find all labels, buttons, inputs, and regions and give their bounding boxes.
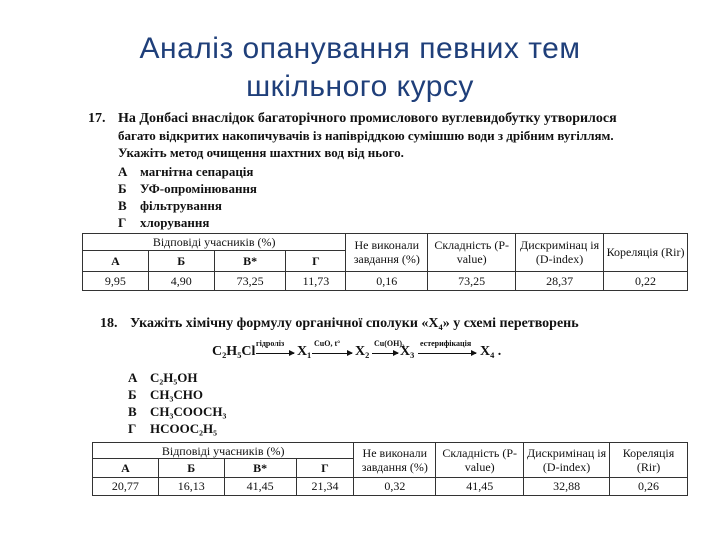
metric-header: Складність (P-value) — [436, 443, 524, 478]
reaction-arrow-icon — [312, 353, 352, 354]
metric-header: Кореляція (Rir) — [610, 443, 688, 478]
table-cell: 9,95 — [83, 271, 149, 290]
table-cell: 73,25 — [214, 271, 286, 290]
q17-stats-table — [82, 233, 688, 291]
table-cell: 20,77 — [93, 477, 159, 495]
option-text: HCOOC₂H₅ — [150, 421, 218, 436]
answer-header: Г — [286, 251, 346, 271]
table-cell: 0,32 — [354, 477, 436, 495]
reaction-arrow-icon — [418, 353, 476, 354]
answer-header: А — [83, 251, 149, 271]
answer-header: В* — [224, 459, 296, 477]
metric-header: Дискримінац ія (D-index) — [516, 234, 604, 272]
option-letter: В — [118, 198, 127, 213]
answer-header: В* — [214, 251, 286, 271]
option-text: магнітна сепарація — [140, 164, 254, 179]
question-18 — [100, 315, 579, 332]
scheme-product: X₂ — [355, 344, 370, 359]
option-letter: Б — [128, 387, 137, 402]
answers-group-header: Відповіді учасників (%) — [93, 443, 354, 459]
table-cell: 11,73 — [286, 271, 346, 290]
scheme-start: C₂H₅Cl — [212, 344, 256, 359]
question-17-line-3: Укажіть метод очищення шахтних вод від нього. — [118, 145, 404, 160]
q17-option-c — [118, 198, 222, 214]
q17-option-a — [118, 164, 253, 180]
table-cell: 0,16 — [346, 271, 428, 290]
table-cell: 21,34 — [296, 477, 354, 495]
answers-group-header: Відповіді учасників (%) — [83, 234, 346, 251]
table-cell: 4,90 — [148, 271, 214, 290]
title-line-1: Аналіз опанування певних тем — [139, 32, 581, 65]
slide-title — [0, 30, 720, 106]
scheme-product: X₄ . — [480, 344, 502, 359]
answer-header: Б — [148, 251, 214, 271]
answer-header: Г — [296, 459, 354, 477]
option-text: C₂H₅OH — [150, 370, 198, 385]
scheme-condition: Cu(OH)₂ — [374, 339, 405, 348]
question-18-number: 18. — [100, 316, 118, 331]
table-cell: 28,37 — [516, 271, 604, 290]
answer-header: А — [93, 459, 159, 477]
scheme-condition: гідроліз — [256, 339, 285, 348]
option-letter: А — [128, 370, 138, 385]
metric-header: Кореляція (Rir) — [604, 234, 688, 272]
option-text: CH₃COOCH₃ — [150, 404, 227, 419]
option-text: фільтрування — [140, 198, 222, 213]
title-line-2: шкільного курсу — [246, 70, 474, 103]
scheme-product: X₃ — [400, 344, 415, 359]
question-17-line-2: багато відкритих накопичувачів із напівріддкою сумішшю води з дрібним вугіллям. — [118, 128, 614, 143]
metric-header: Не виконали завдання (%) — [346, 234, 428, 272]
option-text: хлорування — [140, 215, 210, 230]
q17-option-b — [118, 181, 257, 197]
metric-header: Дискримінац ія (D-index) — [524, 443, 610, 478]
answer-header: Б — [158, 459, 224, 477]
q18-stats-table — [92, 442, 688, 496]
option-letter: А — [118, 164, 128, 179]
q18-option-a — [128, 370, 198, 386]
option-letter: Г — [128, 421, 137, 436]
scheme-product: X₁ — [297, 344, 312, 359]
reaction-arrow-icon — [256, 353, 294, 354]
option-text: CH₃CHO — [150, 387, 204, 402]
option-text: УФ-опромінювання — [140, 181, 257, 196]
table-cell: 0,22 — [604, 271, 688, 290]
q18-option-c — [128, 404, 226, 420]
q18-option-d — [128, 421, 217, 437]
question-18-text: Укажіть хімічну формулу органічної сполуки «X₄» у схемі перетворень — [130, 316, 579, 331]
question-17 — [88, 110, 617, 161]
q18-option-b — [128, 387, 203, 403]
table-cell: 41,45 — [224, 477, 296, 495]
reaction-arrow-icon — [372, 353, 398, 354]
table-cell: 0,26 — [610, 477, 688, 495]
option-letter: Б — [118, 181, 127, 196]
table-cell: 41,45 — [436, 477, 524, 495]
q17-option-d — [118, 215, 209, 231]
option-letter: В — [128, 404, 137, 419]
table-cell: 32,88 — [524, 477, 610, 495]
table-cell: 16,13 — [158, 477, 224, 495]
table-cell: 73,25 — [428, 271, 516, 290]
scheme-condition: CuO, t° — [314, 339, 341, 348]
question-17-line-1: На Донбасі внаслідок багаторічного промислового вуглевидобутку утворилося — [118, 111, 617, 126]
scheme-condition: естерифікація — [420, 339, 472, 348]
question-17-number: 17. — [88, 111, 106, 126]
metric-header: Не виконали завдання (%) — [354, 443, 436, 478]
option-letter: Г — [118, 215, 127, 230]
metric-header: Складність (P-value) — [428, 234, 516, 272]
